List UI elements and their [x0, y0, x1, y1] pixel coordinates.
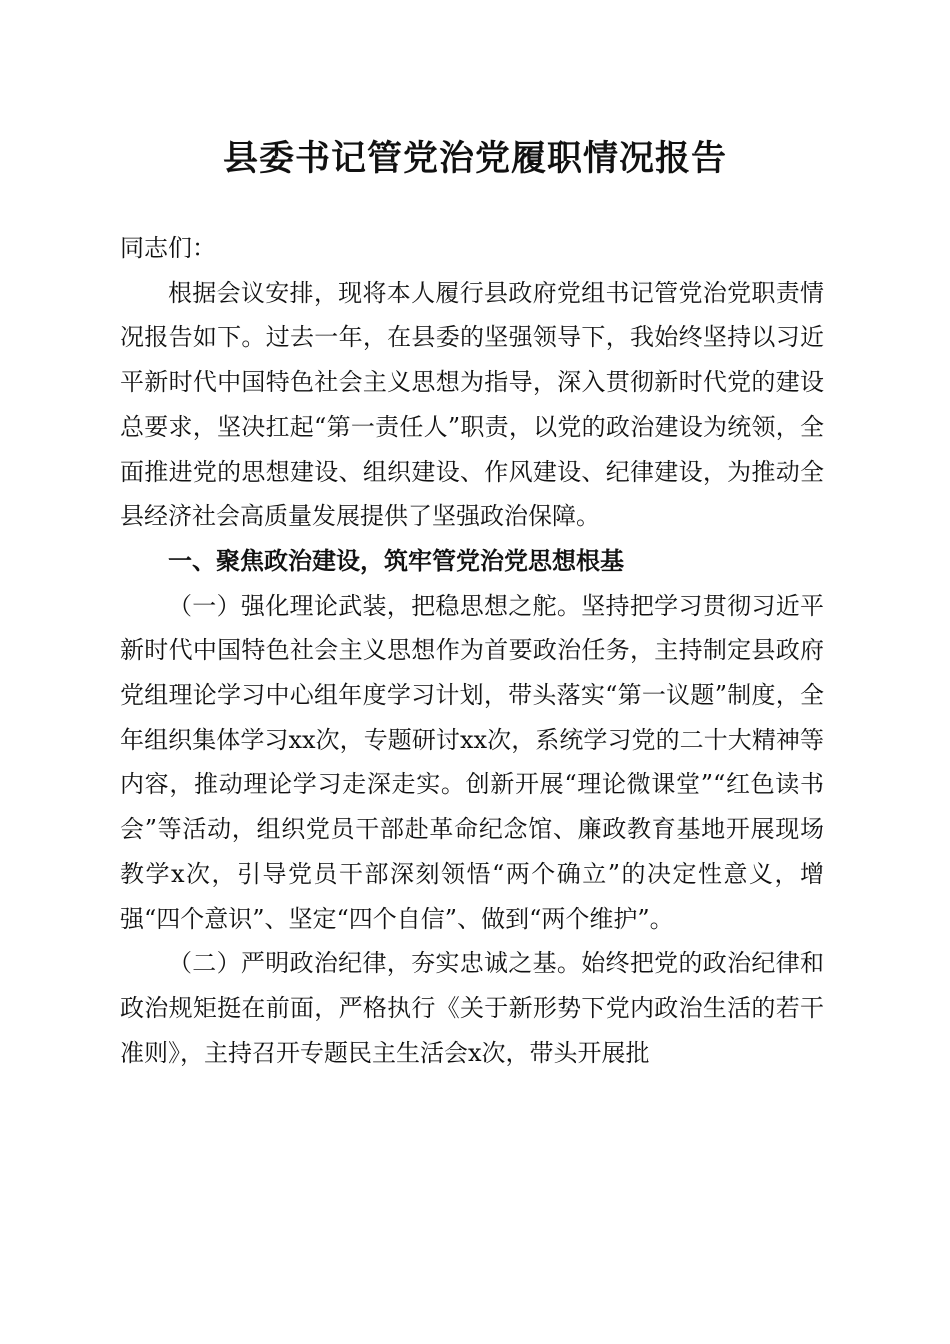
- intro-paragraph: 根据会议安排，现将本人履行县政府党组书记管党治党职责情况报告如下。过去一年，在县委的坚强领导下，我始终坚持以习近平新时代中国特色社会主义思想为指导，深入贯彻新时代党的建设总要求，坚决扛起“第一责任人”职责，以党的政治建设为统领，全面推进党的思想建设、组织建设、作风建设、纪律建设，为推动全县经济社会高质量发展提供了坚强政治保障。: [120, 278, 824, 531]
- section-1-item-1: [120, 584, 824, 942]
- document-body: [120, 226, 824, 1075]
- item-2-lead: （二）严明政治纪律，夯实忠诚之基。: [168, 949, 582, 978]
- salutation: 同志们：: [120, 234, 216, 262]
- section-1-heading: 一、聚焦政治建设，筑牢管党治党思想根基: [168, 546, 624, 575]
- item-1-body: 坚持把学习贯彻习近平新时代中国特色社会主义思想作为首要政治任务，主持制定县政府党组理论学习中心组年度学习计划，带头落实“第一议题”制度，全年组织集体学习xx次，专题研讨xx次，系统学习党的二十大精神等内容，推动理论学习走深走实。创新开展“理论微课堂”“红色读书会”等活动，组织党员干部赴革命纪念馆、廉政教育基地开展现场教学x次，引导党员干部深刻领悟“两个确立”的决定性意义，增强“四个意识”、坚定“四个自信”、做到“两个维护”。: [120, 591, 825, 933]
- item-2-body: 始终把党的政治纪律和政治规矩挺在前面，严格执行《关于新形势下党内政治生活的若干准则》，主持召开专题民主生活会x次，带头开展批: [120, 949, 825, 1067]
- item-1-lead: （一）强化理论武装，把稳思想之舵。: [168, 591, 582, 620]
- document-title: 县委书记管党治党履职情况报告: [222, 138, 727, 179]
- section-1-item-2: [120, 941, 824, 1075]
